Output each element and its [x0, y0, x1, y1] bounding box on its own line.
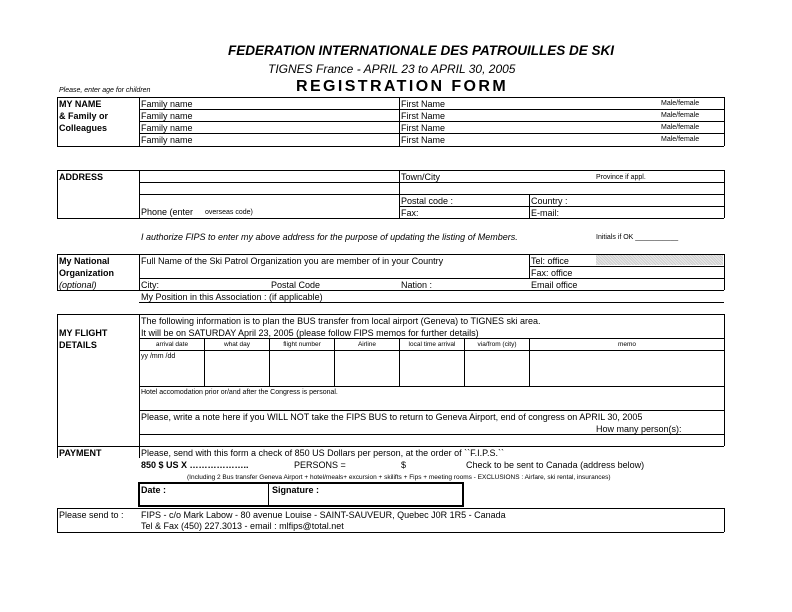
shaded-cell [596, 255, 723, 265]
local-time-field[interactable] [400, 351, 463, 385]
family-label: & Family or [59, 111, 109, 121]
amount-label: 850 $ US X ……………….. [141, 460, 249, 470]
org-postal-code-field[interactable]: Postal Code [271, 280, 321, 290]
address-label: ADDRESS [59, 172, 104, 182]
hotel-note: Hotel accomodation prior or/and after the Congress is personal. [141, 389, 338, 396]
email-field[interactable]: E-mail: [531, 208, 560, 218]
tel-office-field[interactable]: Tel: office [531, 256, 569, 266]
sex-field[interactable]: Male/female [661, 124, 700, 131]
family-name-field[interactable]: Family name [141, 111, 193, 121]
flight-label: MY FLIGHT [59, 328, 108, 338]
amount-field[interactable] [141, 460, 249, 470]
national-label: My National [59, 256, 110, 266]
col-what-day: what day [223, 341, 251, 348]
persons-count-field[interactable]: How many person(s): [596, 424, 682, 434]
my-name-label: MY NAME [59, 99, 102, 109]
phone-field[interactable]: Phone (enter [141, 207, 194, 217]
first-name-field[interactable]: First Name [401, 123, 446, 133]
event-subtitle: TIGNES France - APRIL 23 to APRIL 30, 2005 [268, 62, 516, 76]
details-label: DETAILS [59, 340, 97, 350]
total-dollar-field[interactable]: $ [401, 460, 407, 470]
nation-field[interactable]: Nation : [401, 280, 433, 290]
arrival-date-field[interactable]: yy /mm /dd [141, 353, 176, 360]
organization-label: Organization [59, 268, 115, 278]
first-name-field[interactable]: First Name [401, 135, 446, 145]
persons-field[interactable]: PERSONS = [294, 460, 346, 470]
payment-label: PAYMENT [59, 448, 102, 458]
via-from-field[interactable] [465, 351, 528, 385]
col-airline: Airline [357, 341, 377, 348]
family-name-field[interactable]: Family name [141, 99, 193, 109]
check-note: Check to be sent to Canada (address below) [466, 460, 645, 470]
col-flight-number: flight number [283, 341, 321, 348]
colleagues-label: Colleagues [59, 123, 108, 133]
flight-number-field[interactable] [270, 351, 333, 385]
memo-field[interactable] [530, 351, 723, 385]
col-memo: memo [617, 341, 637, 348]
fax-field[interactable]: Fax: [401, 208, 419, 218]
fax-office-field[interactable]: Fax: office [531, 268, 573, 278]
bus-return-note[interactable]: Please, write a note here if you WILL NOT take the FIPS BUS to return to Geneva Airport, end of congress on APRIL 30, 2005 [141, 412, 643, 422]
town-field[interactable]: Town/City [401, 172, 441, 182]
phone-note: overseas code) [205, 209, 253, 216]
what-day-field[interactable] [205, 351, 268, 385]
org-title: FEDERATION INTERNATIONALE DES PATROUILLES DE SKI [228, 43, 615, 58]
includes-note: (Including 2 Bus transfer Geneva Airport + hotel/meals+ excursion + skilifts + Fips + meeting rooms - EXCLUSIONS : Airfare, ski rental, insurances) [187, 474, 611, 481]
position-field[interactable]: My Position in this Association : (if applicable) [141, 292, 323, 302]
mailing-address: FIPS - c/o Mark Labow - 80 avenue Louise - SAINT-SAUVEUR, Quebec J0R 1R5 - Canada [141, 510, 506, 520]
bus-info-line1: The following information is to plan the BUS transfer from local airport (Geneva) to TIGNES ski area. [141, 316, 541, 326]
family-name-field[interactable]: Family name [141, 135, 193, 145]
family-name-field[interactable]: Family name [141, 123, 193, 133]
email-office-field[interactable]: Email office [531, 280, 578, 290]
age-note: Please, enter age for children [59, 87, 151, 94]
org-full-name-field[interactable]: Full Name of the Ski Patrol Organization you are member of in your Country [141, 256, 444, 266]
country-field[interactable]: Country : [531, 196, 568, 206]
signature-field[interactable]: Signature : [272, 485, 320, 495]
city-field[interactable]: City: [141, 280, 159, 290]
col-via-from: via/from (city) [477, 341, 517, 348]
col-local-time: local time arrival [408, 341, 456, 348]
bus-info-line2: It will be on SATURDAY April 23, 2005 (please follow FIPS memos for further details) [141, 328, 479, 338]
form-title: REGISTRATION FORM [296, 78, 509, 95]
col-arrival-date: arrival date [155, 341, 189, 348]
authorize-statement: I authorize FIPS to enter my above address for the purpose of updating the listing of Members. [141, 232, 518, 242]
postal-code-field[interactable]: Postal code : [401, 196, 454, 206]
initials-field[interactable]: Initials if OK ___________ [596, 234, 679, 241]
sex-field[interactable]: Male/female [661, 112, 700, 119]
sex-field[interactable]: Male/female [661, 100, 700, 107]
first-name-field[interactable]: First Name [401, 111, 446, 121]
airline-field[interactable] [335, 351, 398, 385]
optional-label: (optional) [59, 280, 97, 290]
payment-instruction: Please, send with this form a check of 850 US Dollars per person, at the order of ``F.I.P.S.`` [141, 448, 504, 458]
sex-field[interactable]: Male/female [661, 136, 700, 143]
date-field[interactable]: Date : [141, 485, 167, 495]
province-field[interactable]: Province if appl. [596, 174, 646, 181]
contact-info: Tel & Fax (450) 227.3013 - email : mlfips@total.net [141, 521, 344, 531]
first-name-field[interactable]: First Name [401, 99, 446, 109]
send-to-label: Please send to : [59, 510, 124, 520]
